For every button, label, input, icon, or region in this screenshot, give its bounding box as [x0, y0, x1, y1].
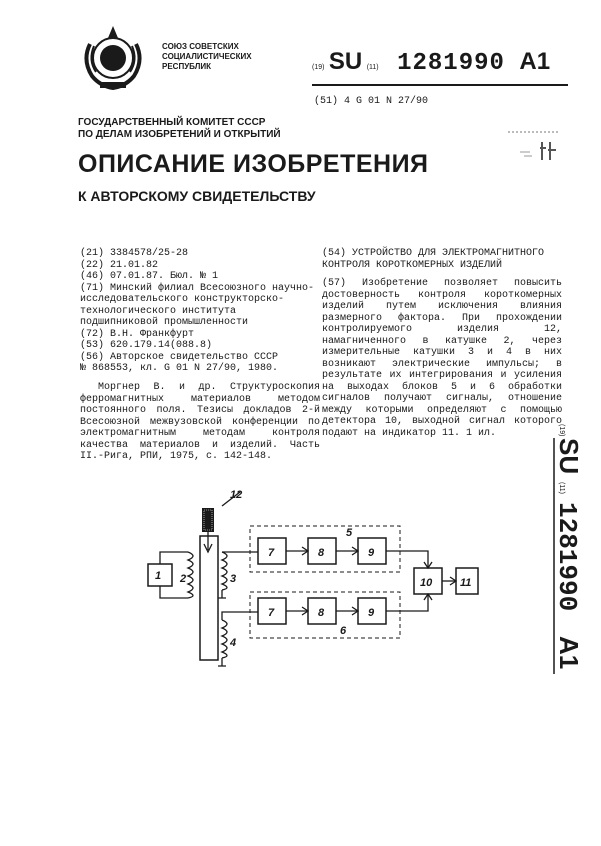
side-kind: A1: [554, 636, 584, 670]
label-meas-coil-bottom: 4: [230, 637, 237, 649]
label-meas-coil-top: 3: [230, 573, 237, 585]
union-name-line: РЕСПУБЛИК: [162, 62, 211, 71]
label-workpiece: 12: [230, 490, 243, 501]
label-group-top: 5: [346, 527, 353, 539]
label-block-b-bottom: 8: [318, 607, 325, 619]
side-code-19: (19): [558, 424, 565, 437]
label-group-bottom: 6: [340, 625, 347, 637]
code-11: (11): [366, 64, 379, 71]
side-code-11: (11): [558, 482, 565, 494]
header-rule: [312, 84, 568, 86]
measuring-coil-bottom: [222, 620, 227, 658]
committee-line: ГОСУДАРСТВЕННЫЙ КОМИТЕТ СССР: [78, 117, 266, 128]
committee-name: [78, 117, 281, 141]
emblem-icon: [78, 20, 148, 92]
country-code: SU: [328, 48, 363, 75]
biblio-item: (46) 07.01.87. Бюл. № 1: [80, 271, 219, 282]
biblio-item: (72) В.Н. Франкфурт: [80, 328, 195, 340]
library-stamp: [500, 128, 575, 168]
committee-line: ПО ДЕЛАМ ИЗОБРЕТЕНИЙ И ОТКРЫТИЙ: [78, 129, 281, 140]
union-name-line: СОЦИАЛИСТИЧЕСКИХ: [162, 52, 252, 61]
guide-tube: [200, 536, 218, 660]
biblio-item: (56) Авторское свидетельство СССР: [80, 351, 279, 363]
ipc-classification: (51) 4 G 01 N 27/90: [314, 96, 429, 107]
label-block-c-top: 9: [368, 547, 375, 559]
kind-code: A1: [519, 48, 551, 75]
side-patent-number: 1281990: [552, 502, 582, 612]
label-detector: 10: [420, 577, 433, 589]
invention-title: (54) УСТРОЙСТВО ДЛЯ ЭЛЕКТРОМАГНИТНОГО КОНТРОЛЯ КОРОТКОМЕРНЫХ ИЗДЕЛИЙ: [322, 248, 545, 271]
abstract-text: (57) Изобретение позволяет повысить достоверность контроля короткомерных изделий путем исключения влияния размерного фактора. При прохождении контролируемого изделия 12, намагниченного в катушке 2, через измерительные катушки 3 и 4 в них возникают электрические импульсы; в результате их интегрирования и усиления на выходах блоков 5 и 6 обработки сигналов получают сигналы, отношение между которыми определяют с помощью детектора 10, выходной сигнал которого подают на индикатор 11. 1 ил.: [322, 278, 562, 439]
union-name: [162, 42, 272, 72]
publication-number: [312, 48, 572, 78]
patent-number: 1281990: [397, 50, 505, 77]
document-title: ОПИСАНИЕ ИЗОБРЕТЕНИЯ: [78, 150, 429, 178]
biblio-item: № 868553, кл. G 01 N 27/90, 1980.: [80, 363, 279, 374]
biblio-item: (53) 620.179.14(088.8): [80, 340, 213, 351]
side-publication-label: [552, 424, 592, 684]
biblio-item: (71) Минский филиал Всесоюзного научно-исследовательского конструкторско-технологического института подшипниковой промышленности: [80, 282, 315, 328]
label-indicator: 11: [460, 577, 472, 589]
magnetizing-coil: [188, 552, 193, 598]
biblio-item: (21) 3384578/25-28: [80, 248, 189, 259]
measuring-coil-top: [222, 552, 227, 590]
bibliographic-data: [80, 248, 320, 375]
label-block-b-top: 8: [318, 547, 325, 559]
union-name-line: СОЮЗ СОВЕТСКИХ: [162, 42, 239, 51]
side-country: SU: [554, 438, 584, 475]
block-diagram: [140, 490, 480, 680]
references-text: Моргнер В. и др. Структуроскопия ферромагнитных материалов методом постоянного поля. Тезисы докладов 2-й Всесоюзной межвузовской конференции по электромагнитным методам контроля качества материалов и изделий. Часть II.-Рига, РПИ, 1975, с. 142-148.: [80, 382, 320, 462]
label-magnetizing-coil: 2: [180, 573, 187, 585]
label-block-a-top: 7: [268, 547, 275, 559]
label-block-c-bottom: 9: [368, 607, 375, 619]
code-19: (19): [312, 64, 325, 71]
state-emblem: [78, 20, 148, 92]
label-block-a-bottom: 7: [268, 607, 275, 619]
label-generator: 1: [155, 570, 162, 582]
document-subtitle: К АВТОРСКОМУ СВИДЕТЕЛЬСТВУ: [78, 188, 316, 204]
biblio-item: (22) 21.01.82: [80, 259, 159, 271]
